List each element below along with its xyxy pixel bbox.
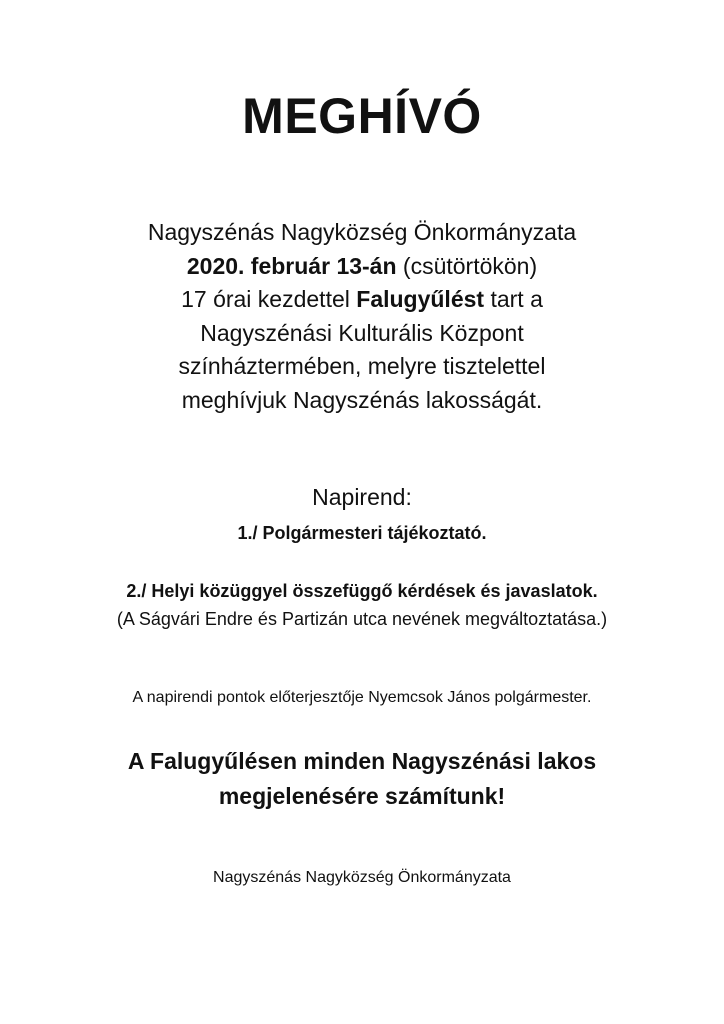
intro-line-venue: Nagyszénási Kulturális Központ bbox=[200, 319, 524, 346]
closing-line-1: A Falugyűlésen minden Nagyszénási lakos bbox=[127, 748, 597, 774]
intro-line-date bbox=[0, 250, 724, 284]
signature: Nagyszénás Nagyközség Önkormányzata bbox=[213, 869, 511, 886]
document-title: MEGHÍVÓ bbox=[242, 88, 482, 144]
closing-line-2: megjelenésére számítunk! bbox=[218, 783, 506, 809]
intro-line-organizer: Nagyszénás Nagyközség Önkormányzata bbox=[147, 219, 577, 245]
intro-line-time bbox=[0, 283, 724, 317]
intro-paragraph bbox=[0, 216, 724, 418]
agenda-heading: Napirend: bbox=[312, 484, 412, 510]
agenda-item-1: 1./ Polgármesteri tájékoztató. bbox=[237, 523, 487, 543]
meeting-date: 2020. február 13-án bbox=[186, 252, 397, 279]
meeting-time: 17 órai kezdettel bbox=[181, 286, 357, 313]
meeting-type: Falugyűlést bbox=[356, 286, 485, 313]
agenda-item-2-note: (A Ságvári Endre és Partizán utca nevének megváltoztatása.) bbox=[116, 609, 608, 629]
intro-line-time-rest: tart a bbox=[484, 286, 543, 313]
intro-line-room: színháztermében, melyre tisztelettel bbox=[178, 353, 546, 380]
closing-statement bbox=[0, 744, 724, 814]
meeting-weekday: (csütörtökön) bbox=[396, 252, 538, 279]
intro-line-invite: meghívjuk Nagyszénás lakosságát. bbox=[181, 386, 543, 413]
agenda-item-2: 2./ Helyi közüggyel összefüggő kérdések és javaslatok. bbox=[126, 581, 598, 601]
presenter-note: A napirendi pontok előterjesztője Nyemcsok János polgármester. bbox=[132, 689, 592, 706]
